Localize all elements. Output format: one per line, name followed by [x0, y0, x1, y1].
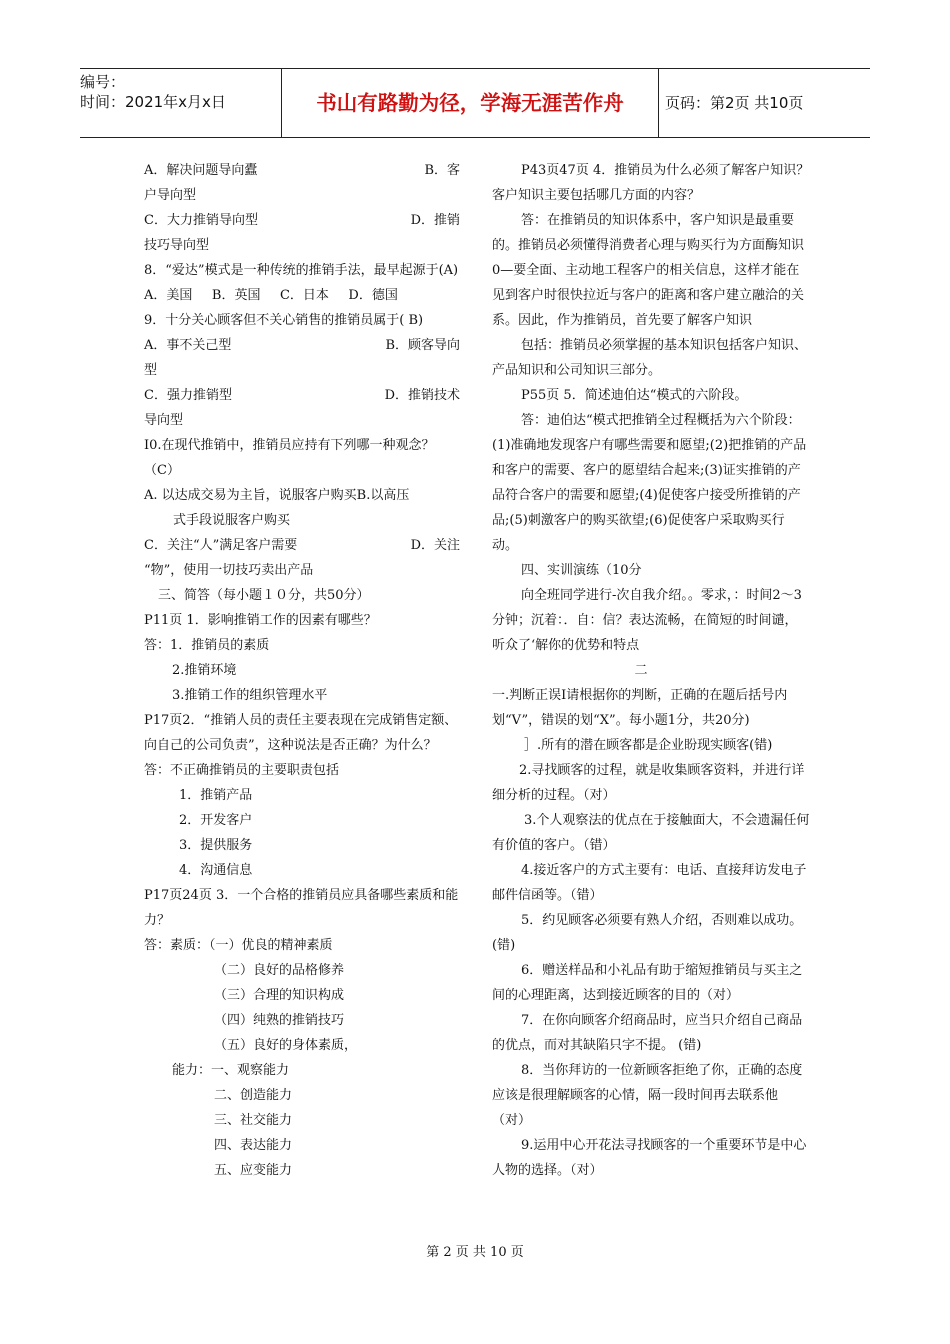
section-3-heading: 三、简答（每小题１０分，共50分）	[158, 588, 370, 603]
option-b: B．英国	[211, 288, 261, 303]
judgement-item: ］.所有的潜在顾客都是企业盼现实顾客(错)	[524, 738, 773, 753]
short-answer-3: P17页24页 3．一个合格的推销员应具备哪些素质和能力？	[144, 888, 459, 928]
judgement-item: 9.运用中心开花法寻找顾客的一个重要环节是中心人物的选择。（对）	[492, 1138, 807, 1178]
answer-line: 2.推销环境	[172, 663, 237, 678]
option-d: D．关注	[410, 538, 460, 553]
short-answer-1: P11页 1．影响推销工作的因素有哪些？	[144, 613, 377, 628]
short-answer-2: P17页2．“推销人员的责任主要表现在完成销售定额、向自己的公司负责”，这种说法是否正确？为什么？	[144, 713, 458, 753]
option-d: D．推销	[410, 213, 460, 228]
header-divider	[658, 69, 659, 137]
time-label: 时间：2021年x月x日	[80, 93, 226, 111]
option-b: B．客	[424, 163, 460, 178]
option-d: D．德国	[348, 288, 398, 303]
option-wrap: “物”，使用一切技巧卖出产品	[144, 563, 314, 578]
question-10: I0.在现代推销中，推销员应持有下列哪一种观念？（C）	[144, 438, 435, 478]
header-motto: 书山有路勤为径，学海无涯苦作舟	[316, 91, 624, 115]
list-item: 2．开发客户	[179, 813, 253, 828]
list-item: 三、社交能力	[214, 1113, 293, 1128]
answer-paragraph: 答：在推销员的知识体系中，客户知识是最重要的。推销员必须懂得消费者心理与购买行为方面酶知识0—要全面、主动地工程客户的相关信息，这样才能在见到客户时很快拉近与客户的距离和客户建立融洽的关系。因此，作为推销员，首先要了解客户知识	[492, 213, 805, 328]
option-b: B．顾客导向	[385, 338, 460, 353]
option-wrap: 式手段说服客户购买	[173, 513, 291, 528]
option-a: A．事不关己型	[144, 338, 232, 353]
header-meta	[80, 69, 280, 137]
left-column	[144, 158, 460, 1183]
section-4-text: 向全班同学进行-次自我介绍。。零求，：时间2～3分钟；沉着：．自：信？表达流畅，在简短的时间谴，听众了‘解你的优势和特点	[492, 588, 802, 653]
judgement-item: 5．约见顾客必须要有熟人介绍，否则难以成功。(错)	[492, 913, 803, 953]
option-c: C．关注“人”满足客户需要	[144, 538, 298, 553]
option-row	[144, 383, 460, 408]
answer-line: 答：不正确推销员的主要职责包括	[144, 763, 340, 778]
question-9: 9．十分关心顾客但不关心销售的推销员属于( B)	[144, 313, 424, 328]
list-item: （二）良好的品格修养	[214, 963, 345, 978]
document-header	[80, 68, 870, 138]
option-wrap: 导向型	[144, 413, 184, 428]
list-item: 二、创造能力	[214, 1088, 293, 1103]
option-d: D．推销技术	[384, 388, 460, 403]
code-label: 编号：	[80, 73, 126, 91]
short-answer-4: P43页47页 4．推销员为什么必须了解客户知识？客户知识主要包括哪几方面的内容？	[492, 163, 810, 203]
option-c: C．强力推销型	[144, 388, 232, 403]
judgement-instructions: 一.判断正误I请根据你的判断，正确的在题后括号内划“V”，错误的划“X”。每小题1分，共20分)	[492, 688, 788, 728]
judgement-item: 6．赠送样品和小礼品有助于缩短推销员与买主之间的心理距离，达到接近顾客的目的（对）	[492, 963, 803, 1003]
list-item: （三）合理的知识构成	[214, 988, 345, 1003]
section-4-heading: 四、实训演练（10分	[521, 563, 642, 578]
judgement-item: 7．在你向顾客介绍商品时，应当只介绍自己商品的优点，而对其缺陷只字不提。 (错)	[492, 1013, 803, 1053]
right-column	[492, 158, 810, 1183]
list-item: 1．推销产品	[179, 788, 253, 803]
short-answer-5: P55页 5．简述迪伯达“模式的六阶段。	[521, 388, 748, 403]
answer-line: 答：素质：（一）优良的精神素质	[144, 938, 333, 953]
option-row	[144, 158, 460, 183]
answer-line: 3.推销工作的组织管理水平	[172, 688, 328, 703]
list-item: 3．提供服务	[179, 838, 253, 853]
option-wrap: 型	[144, 363, 158, 378]
question-8-options	[144, 283, 460, 308]
option-a: A. 以达成交易为主旨，说服客户购买B.以高压	[144, 488, 410, 503]
option-c: C．日本	[279, 288, 329, 303]
option-c: C．大力推销导向型	[144, 213, 258, 228]
header-page-info: 页码：第2页 共10页	[665, 94, 804, 112]
answer-line: 能力：一、观察能力	[172, 1063, 290, 1078]
option-row	[144, 208, 460, 233]
judgement-item: 3.个人观察法的优点在于接触面大，不会遗漏任何有价值的客户。（错）	[492, 813, 810, 853]
question-8: 8．“爱达”模式是一种传统的推销手法，最早起源于(A)	[144, 263, 459, 278]
list-item: （四）纯熟的推销技巧	[214, 1013, 345, 1028]
option-a: A．美国	[144, 288, 193, 303]
option-a: A．解决问题导向蠹	[144, 163, 258, 178]
list-item: 四、表达能力	[214, 1138, 293, 1153]
judgement-item: 4.接近客户的方式主要有：电话、直接拜访发电子邮件信函等。（错）	[492, 863, 807, 903]
list-item: 4．沟通信息	[179, 863, 253, 878]
answer-line: 答：1．推销员的素质	[144, 638, 270, 653]
answer-paragraph: 包括：推销员必须掌握的基本知识包括客户知识、产品知识和公司知识三部分。	[492, 338, 808, 378]
answer-paragraph: 答：迪伯达“模式把推销全过程概括为六个阶段： (1)准确地发现客户有哪些需要和愿望;(2)把推销的产品和客户的需要、客户的愿望结合起来;(3)证实推销的产品符合客户的需要和愿望;(4)促使客户接受所推销的产品;(5)刺激客户的购买欲望;(6)促使客户采取购买行动。	[492, 413, 807, 553]
list-item: 五、应变能力	[214, 1163, 293, 1178]
option-wrap: 户导向型	[144, 188, 197, 203]
judgement-item: 2.寻找顾客的过程，就是收集顾客资料，并进行详细分析的过程。（对）	[492, 763, 805, 803]
list-item: （五）良好的身体素质，	[214, 1038, 358, 1053]
option-wrap: 技巧导向型	[144, 238, 210, 253]
page-footer: 第 2 页 共 10 页	[426, 1245, 524, 1260]
judgement-item: 8．当你拜访的一位新顾客拒绝了你，正确的态度应该是很理解顾客的心情，隔一段时间再去联系他（对）	[492, 1063, 803, 1128]
part-heading: 二	[634, 663, 648, 678]
option-row	[144, 533, 460, 558]
option-row	[144, 333, 460, 358]
